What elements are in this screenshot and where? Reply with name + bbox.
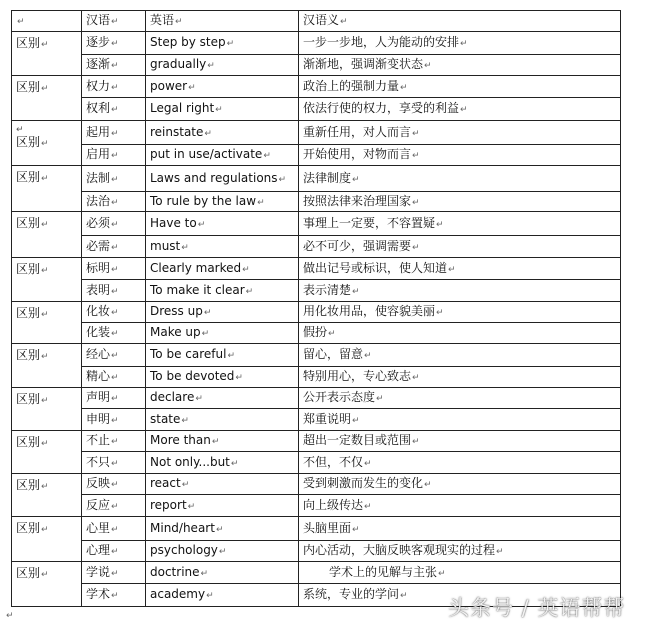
english-word-text: declare [150, 390, 195, 404]
english-word-text: react [150, 476, 181, 490]
table-row [12, 452, 621, 474]
chinese-word-cell: 必须↵ [82, 212, 146, 236]
english-word-cell: power↵ [146, 76, 299, 98]
chinese-word-cell: 标明↵ [82, 258, 146, 280]
meaning-cell: 渐渐地，强调渐变状态↵ [299, 55, 621, 76]
meaning-cell: 必不可少，强调需要↵ [299, 236, 621, 258]
chinese-word-cell: 必需↵ [82, 236, 146, 258]
group-label: 区别 [16, 566, 41, 580]
meaning-text: 头脑里面 [303, 520, 352, 535]
english-word-cell: reinstate↵ [146, 121, 299, 145]
chinese-word-cell: 声明↵ [82, 388, 146, 409]
english-word-cell: Make up↵ [146, 323, 299, 344]
meaning-cell: 超出一定数目或范围↵ [299, 431, 621, 452]
table-row [12, 323, 621, 344]
chinese-word-cell: 申明↵ [82, 409, 146, 431]
chinese-word-text: 标明 [86, 260, 111, 275]
chinese-word-cell: 法治↵ [82, 192, 146, 212]
table-row [12, 517, 621, 541]
meaning-cell: 留心，留意↵ [299, 344, 621, 367]
header-cell-meaning: 汉语义↵ [299, 11, 621, 32]
meaning-cell: 向上级传达↵ [299, 495, 621, 517]
table-row [12, 76, 621, 98]
english-word-text: Step by step [150, 35, 226, 49]
meaning-text: 超出一定数目或范围 [303, 433, 412, 447]
table-row [12, 258, 621, 280]
table-row [12, 302, 621, 323]
chinese-word-cell: 不只↵ [82, 452, 146, 474]
chinese-word-cell: 反应↵ [82, 495, 146, 517]
english-word-text: Make up [150, 325, 201, 339]
english-word-cell: react↵ [146, 474, 299, 495]
english-word-cell: psychology↵ [146, 541, 299, 562]
english-word-text: To rule by the law [150, 193, 257, 208]
chinese-word-text: 权力 [86, 78, 111, 93]
chinese-word-cell: 心理↵ [82, 541, 146, 562]
header-row [12, 11, 621, 32]
chinese-word-cell: 逐渐↵ [82, 55, 146, 76]
meaning-cell: 假扮↵ [299, 323, 621, 344]
english-word-cell: declare↵ [146, 388, 299, 409]
english-word-cell: report↵ [146, 495, 299, 517]
english-word-cell: Have to↵ [146, 212, 299, 236]
english-word-cell: must↵ [146, 236, 299, 258]
group-label-cell: 区别↵ [12, 32, 82, 76]
meaning-cell: 重新任用，对人而言↵ [299, 121, 621, 145]
english-word-text: To be devoted [150, 369, 235, 383]
meaning-cell: 特别用心，专心致志↵ [299, 367, 621, 388]
chinese-word-text: 逐渐 [86, 57, 111, 71]
english-word-text: reinstate [150, 124, 204, 139]
table-row [12, 145, 621, 166]
english-word-cell: Step by step↵ [146, 32, 299, 55]
group-label-cell: 区别↵ [12, 76, 82, 121]
group-label-cell: 区别↵ [12, 166, 82, 212]
group-label: 区别 [16, 521, 41, 535]
meaning-cell: 内心活动，大脑反映客观现实的过程↵ [299, 541, 621, 562]
table-row [12, 121, 621, 145]
chinese-word-text: 申明 [86, 411, 111, 426]
chinese-word-text: 化妆 [86, 304, 111, 318]
meaning-cell: 郑重说明↵ [299, 409, 621, 431]
group-label-cell: 区别↵ [12, 431, 82, 474]
meaning-text: 郑重说明 [303, 411, 352, 426]
english-word-cell: Mind/heart↵ [146, 517, 299, 541]
chinese-word-cell: 学说↵ [82, 562, 146, 584]
english-word-text: gradually [150, 57, 207, 71]
meaning-text: 向上级传达 [303, 497, 364, 512]
meaning-cell: 一步一步地，人为能动的安排↵ [299, 32, 621, 55]
chinese-word-cell: 经心↵ [82, 344, 146, 367]
english-word-cell: doctrine↵ [146, 562, 299, 584]
meaning-cell: 受到刺激而发生的变化↵ [299, 474, 621, 495]
chinese-word-cell: 权力↵ [82, 76, 146, 98]
chinese-word-cell: 心里↵ [82, 517, 146, 541]
chinese-word-text: 反应 [86, 497, 111, 512]
meaning-cell: 系统，专业的学问↵ [299, 584, 621, 607]
group-label: 区别 [16, 135, 41, 149]
group-label: 区别 [16, 306, 41, 320]
meaning-text: 渐渐地，强调渐变状态 [303, 57, 424, 71]
group-label: 区别 [16, 216, 41, 230]
chinese-word-cell: 权利↵ [82, 98, 146, 121]
english-word-cell: gradually↵ [146, 55, 299, 76]
english-word-text: Mind/heart [150, 520, 215, 535]
chinese-word-cell: 化装↵ [82, 323, 146, 344]
chinese-word-text: 法制 [86, 170, 111, 185]
meaning-cell: 学术上的见解与主张↵ [299, 562, 621, 584]
english-word-cell: Legal right↵ [146, 98, 299, 121]
chinese-word-cell: 起用↵ [82, 121, 146, 145]
meaning-text: 受到刺激而发生的变化 [303, 476, 424, 490]
english-word-text: To be careful [150, 347, 227, 361]
meaning-text: 系统，专业的学问 [303, 587, 400, 601]
english-word-cell: Not only...but↵ [146, 452, 299, 474]
table-row [12, 474, 621, 495]
chinese-word-cell: 学术↵ [82, 584, 146, 607]
vocabulary-table [11, 10, 621, 607]
english-word-text: Legal right [150, 101, 215, 115]
chinese-word-text: 学说 [86, 564, 111, 579]
chinese-word-text: 起用 [86, 124, 111, 139]
chinese-word-cell: 不止↵ [82, 431, 146, 452]
chinese-word-text: 声明 [86, 390, 111, 404]
meaning-text: 重新任用，对人而言 [303, 124, 412, 139]
english-word-cell: Clearly marked↵ [146, 258, 299, 280]
english-word-text: report [150, 497, 187, 512]
group-label-cell: 区别↵ [12, 474, 82, 517]
meaning-cell: 依法行使的权力，享受的利益↵ [299, 98, 621, 121]
english-word-text: Laws and regulations [150, 170, 278, 185]
meaning-text: 开始使用，对物而言 [303, 147, 412, 161]
chinese-word-cell: 反映↵ [82, 474, 146, 495]
source-watermark: 头条号 / 英语帮帮 [448, 596, 626, 620]
meaning-text: 法律制度 [303, 170, 352, 185]
meaning-cell: 事理上一定要，不容置疑↵ [299, 212, 621, 236]
group-label: 区别 [16, 392, 41, 406]
table-row [12, 236, 621, 258]
table-row [12, 98, 621, 121]
english-word-cell: state↵ [146, 409, 299, 431]
group-label: 区别 [16, 36, 41, 50]
meaning-text: 内心活动，大脑反映客观现实的过程 [303, 543, 496, 557]
chinese-word-text: 学术 [86, 587, 111, 601]
english-word-text: put in use/activate [150, 147, 263, 161]
meaning-text: 公开表示态度 [303, 390, 376, 404]
group-label: 区别 [16, 348, 41, 362]
meaning-text: 事理上一定要，不容置疑 [303, 215, 436, 230]
table-body [12, 11, 621, 607]
english-word-text: psychology [150, 543, 218, 557]
meaning-text: 不但，不仅 [303, 454, 364, 469]
group-label-cell: 区别↵ [12, 562, 82, 607]
chinese-word-cell: 逐步↵ [82, 32, 146, 55]
meaning-cell: 按照法律来治理国家↵ [299, 192, 621, 212]
english-word-text: More than [150, 433, 211, 447]
table-row [12, 409, 621, 431]
meaning-text: 必不可少，强调需要 [303, 238, 412, 253]
table-row [12, 388, 621, 409]
group-label-cell: 区别↵ [12, 258, 82, 302]
english-word-cell: To be devoted↵ [146, 367, 299, 388]
meaning-text: 特别用心，专心致志 [303, 369, 412, 383]
english-word-text: doctrine [150, 564, 200, 579]
chinese-word-text: 启用 [86, 147, 111, 161]
chinese-word-text: 不止 [86, 433, 111, 447]
meaning-cell: 做出记号或标识，使人知道↵ [299, 258, 621, 280]
group-label: 区别 [16, 80, 41, 94]
group-label-cell: ↵ 区别↵ [12, 121, 82, 166]
meaning-text: 一步一步地，人为能动的安排 [303, 35, 460, 49]
english-word-cell: academy↵ [146, 584, 299, 607]
chinese-word-cell: 表明↵ [82, 280, 146, 302]
english-word-text: state [150, 411, 181, 426]
meaning-cell: 政治上的强制力量↵ [299, 76, 621, 98]
chinese-word-text: 反映 [86, 476, 111, 490]
table-row [12, 367, 621, 388]
meaning-text: 做出记号或标识，使人知道 [303, 260, 448, 275]
table-row [12, 495, 621, 517]
table-row [12, 541, 621, 562]
group-label: 区别 [16, 170, 41, 184]
chinese-word-text: 必需 [86, 238, 111, 253]
paragraph-mark: ↵ [6, 611, 14, 621]
group-label-cell: 区别↵ [12, 388, 82, 431]
meaning-text: 按照法律来治理国家 [303, 193, 412, 208]
table-row [12, 344, 621, 367]
english-word-text: power [150, 78, 188, 93]
table-row [12, 166, 621, 192]
header-cell-english: 英语↵ [146, 11, 299, 32]
group-label-cell: 区别↵ [12, 517, 82, 562]
english-word-text: Have to [150, 215, 197, 230]
chinese-word-cell: 启用↵ [82, 145, 146, 166]
group-label-cell: 区别↵ [12, 344, 82, 388]
english-word-text: academy [150, 587, 206, 601]
header-cell-blank: ↵ [12, 11, 82, 32]
chinese-word-cell: 化妆↵ [82, 302, 146, 323]
english-word-cell: To make it clear↵ [146, 280, 299, 302]
chinese-word-text: 化装 [86, 325, 111, 339]
table-row [12, 212, 621, 236]
english-word-text: must [150, 238, 181, 253]
english-word-cell: put in use/activate↵ [146, 145, 299, 166]
chinese-word-text: 权利 [86, 101, 111, 115]
meaning-cell: 开始使用，对物而言↵ [299, 145, 621, 166]
table-row [12, 280, 621, 302]
table-row [12, 562, 621, 584]
group-label: 区别 [16, 262, 41, 276]
group-label-cell: 区别↵ [12, 212, 82, 258]
chinese-word-text: 心里 [86, 520, 111, 535]
english-word-cell: More than↵ [146, 431, 299, 452]
chinese-word-text: 逐步 [86, 35, 111, 49]
meaning-text: 用化妆用品，使容貌美丽 [303, 304, 436, 318]
english-word-text: Not only...but [150, 454, 230, 469]
meaning-text: 留心，留意 [303, 347, 364, 361]
chinese-word-text: 法治 [86, 193, 111, 208]
chinese-word-text: 不只 [86, 454, 111, 469]
table-row [12, 32, 621, 55]
meaning-cell: 表示清楚↵ [299, 280, 621, 302]
meaning-text: 表示清楚 [303, 282, 352, 297]
chinese-word-text: 必须 [86, 215, 111, 230]
meaning-text: 假扮 [303, 325, 328, 339]
chinese-word-text: 经心 [86, 347, 111, 361]
meaning-text: 依法行使的权力，享受的利益 [303, 101, 460, 115]
group-label-cell: 区别↵ [12, 302, 82, 344]
header-cell-chinese: 汉语↵ [82, 11, 146, 32]
table-row [12, 192, 621, 212]
meaning-cell: 不但，不仅↵ [299, 452, 621, 474]
group-label: 区别 [16, 435, 41, 449]
meaning-cell: 头脑里面↵ [299, 517, 621, 541]
english-word-cell: To rule by the law↵ [146, 192, 299, 212]
meaning-cell: 法律制度↵ [299, 166, 621, 192]
meaning-cell: 公开表示态度↵ [299, 388, 621, 409]
english-word-cell: Laws and regulations↵ [146, 166, 299, 192]
english-word-text: To make it clear [150, 282, 245, 297]
chinese-word-cell: 精心↵ [82, 367, 146, 388]
english-word-text: Dress up [150, 304, 203, 318]
meaning-cell: 用化妆用品，使容貌美丽↵ [299, 302, 621, 323]
meaning-text: 政治上的强制力量 [303, 78, 400, 93]
chinese-word-text: 精心 [86, 369, 111, 383]
table-row [12, 431, 621, 452]
chinese-word-cell: 法制↵ [82, 166, 146, 192]
meaning-text: 学术上的见解与主张 [329, 564, 438, 579]
paragraph-mark: ↵ [16, 125, 24, 135]
chinese-word-text: 心理 [86, 543, 111, 557]
chinese-word-text: 表明 [86, 282, 111, 297]
table-row [12, 55, 621, 76]
english-word-cell: To be careful↵ [146, 344, 299, 367]
group-label: 区别 [16, 478, 41, 492]
english-word-text: Clearly marked [150, 260, 242, 275]
english-word-cell: Dress up↵ [146, 302, 299, 323]
